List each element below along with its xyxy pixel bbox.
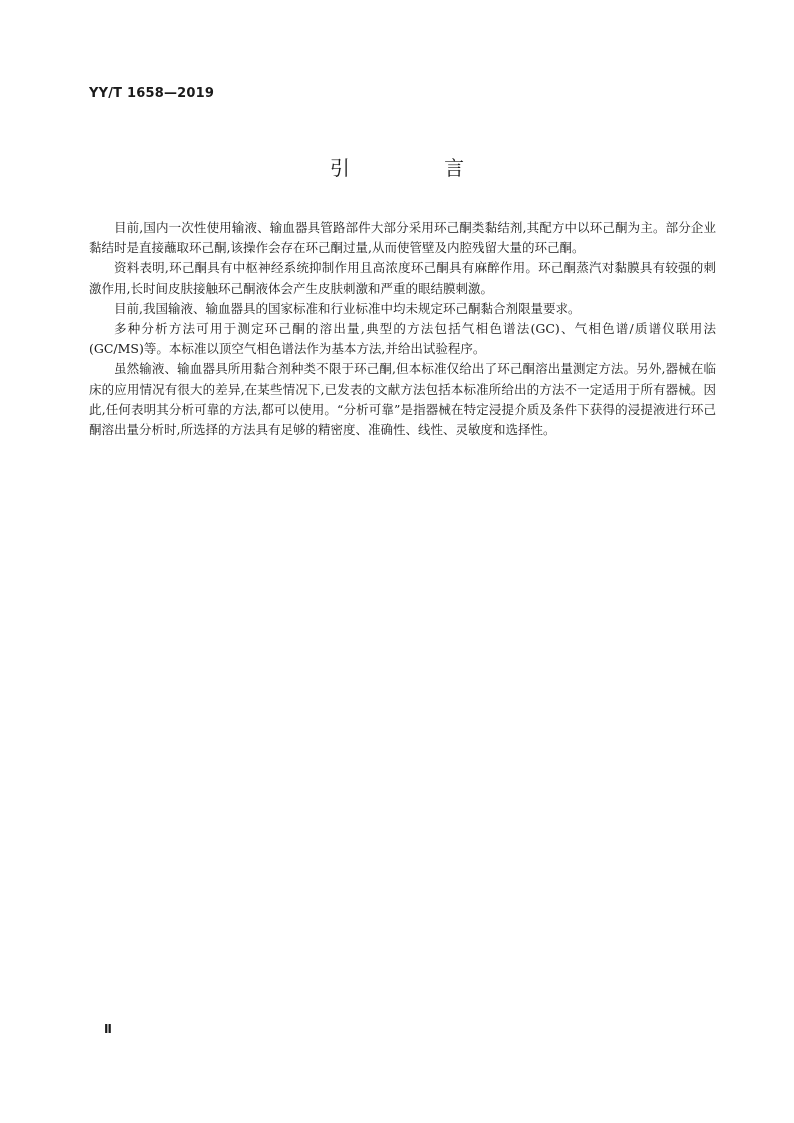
standard-code: YY/T 1658—2019 bbox=[89, 86, 215, 101]
paragraph-applicability: 虽然输液、输血器具所用黏合剂种类不限于环己酮,但本标准仅给出了环己酮溶出量测定方法。另外,器械在临床的应用情况有很大的差异,在某些情况下,已发表的文献方法包括本标准所给出的方法不一定适用于所有器械。因此,任何表明其分析可靠的方法,都可以使用。“分析可靠”是指器械在特定浸提介质及条件下获得的浸提液进行环己酮溶出量分析时,所选择的方法具有足够的精密度、准确性、线性、灵敏度和选择性。 bbox=[89, 361, 716, 438]
paragraph-adhesive-usage: 目前,国内一次性使用输液、输血器具管路部件大部分采用环己酮类黏结剂,其配方中以环己酮为主。部分企业黏结时是直接蘸取环己酮,该操作会存在环己酮过量,从而使管壁及内腔残留大量的环己酮。 bbox=[89, 220, 716, 256]
introduction-body bbox=[89, 218, 716, 440]
paragraph-standards-gap: 目前,我国输液、输血器具的国家标准和行业标准中均未规定环己酮黏合剂限量要求。 bbox=[114, 300, 581, 316]
page-title: 引 言 bbox=[329, 156, 509, 180]
page-number: Ⅱ bbox=[104, 1022, 112, 1036]
paragraph-analysis-methods: 多种分析方法可用于测定环己酮的溶出量,典型的方法包括气相色谱法(GC)、气相色谱/质谱仪联用法(GC/MS)等。本标准以顶空气相色谱法作为基本方法,并给出试验程序。 bbox=[89, 321, 716, 357]
paragraph-toxicity: 资料表明,环己酮具有中枢神经系统抑制作用且高浓度环己酮具有麻醉作用。环己酮蒸汽对黏膜具有较强的刺激作用,长时间皮肤接触环己酮液体会产生皮肤刺激和严重的眼结膜刺激。 bbox=[89, 260, 716, 296]
